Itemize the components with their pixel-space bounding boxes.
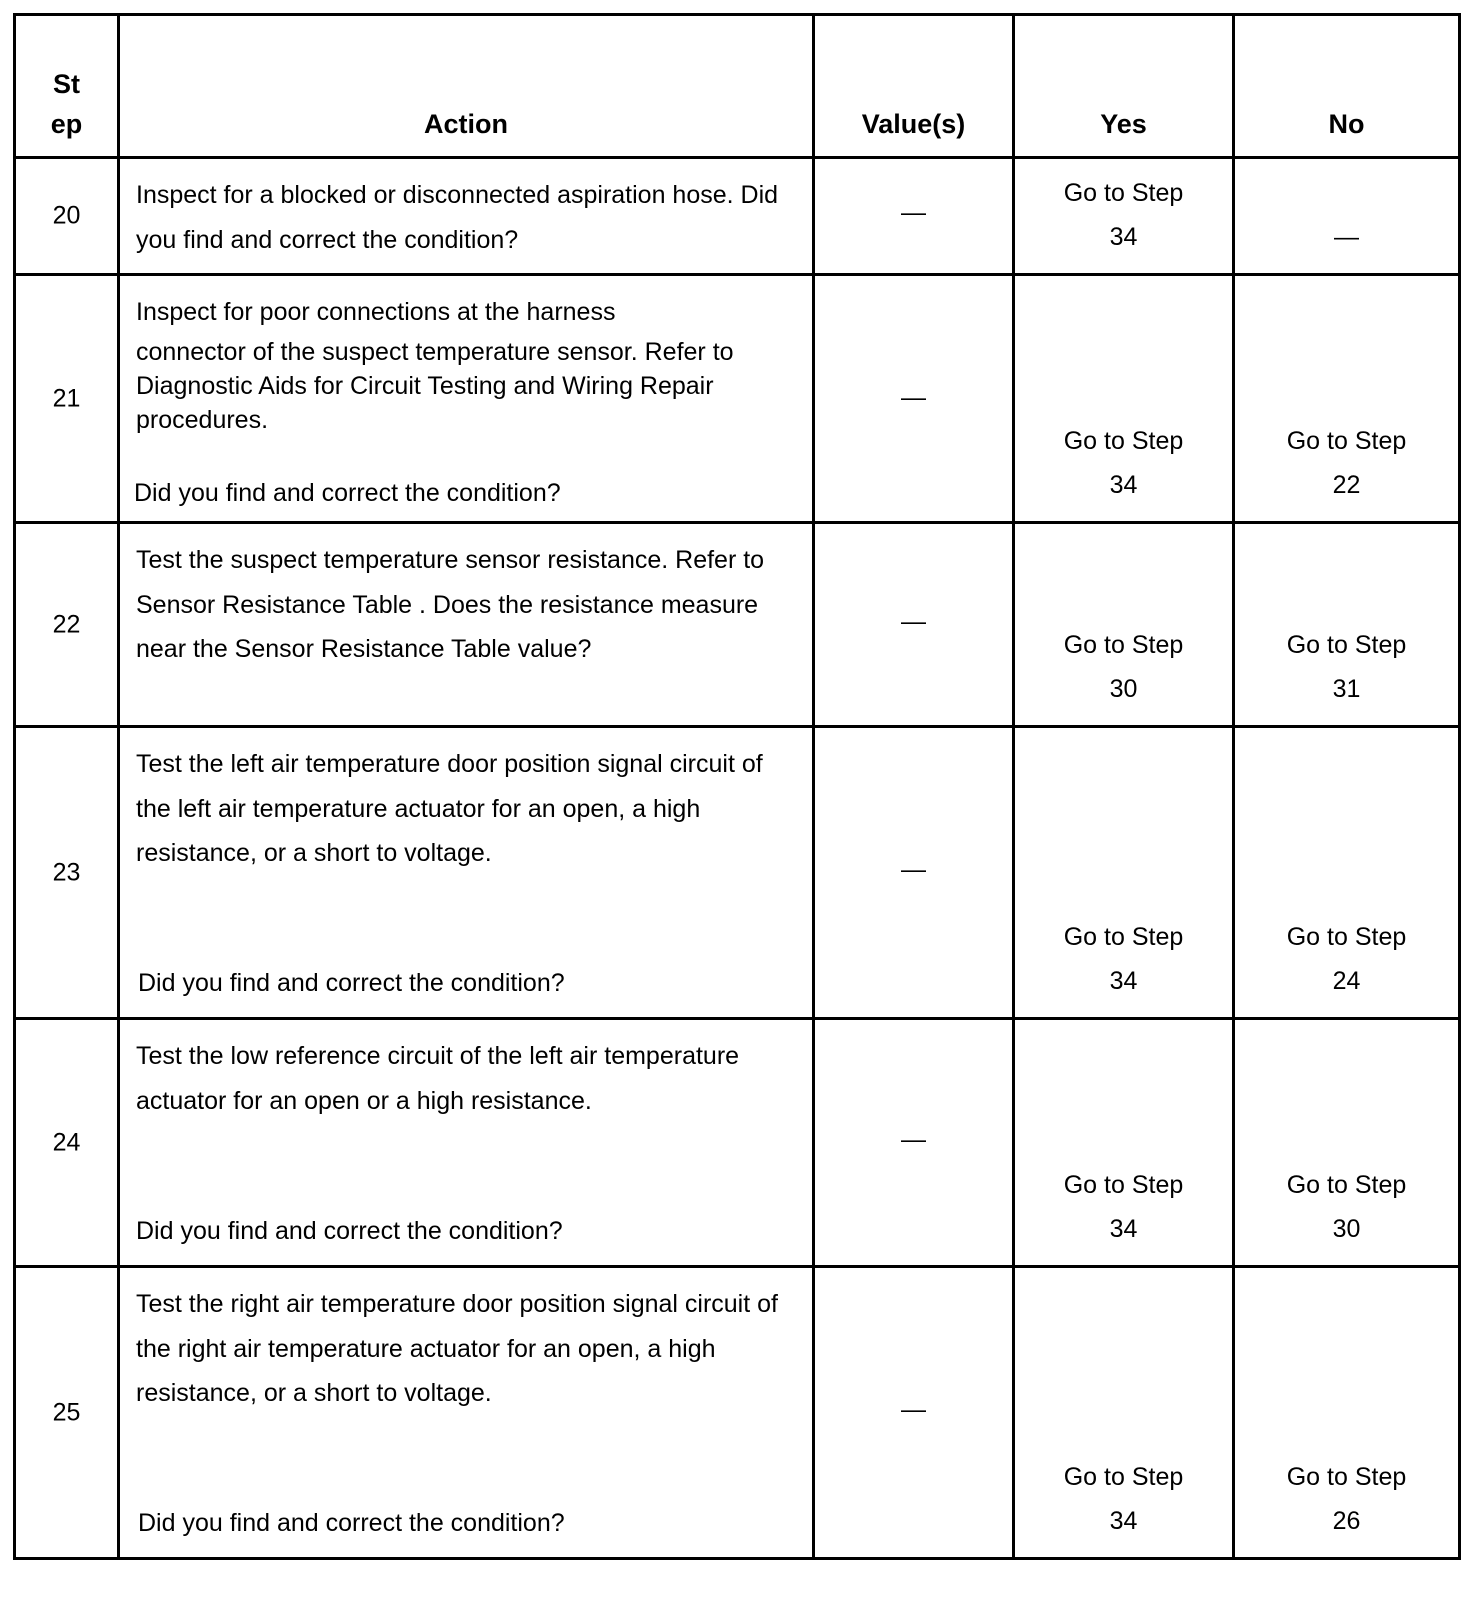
value-text: — — [901, 1125, 926, 1154]
no-cell — [1234, 727, 1460, 1019]
step-number: 22 — [52, 610, 81, 638]
action-cell — [119, 275, 814, 523]
action-text: Test the low reference circuit of the left air temperature actuator for an open or a high resistance. — [136, 1042, 740, 1115]
yes-step: 34 — [1109, 471, 1138, 499]
yes-step: 30 — [1109, 675, 1138, 703]
step-cell — [15, 727, 119, 1019]
header-step-line1: St — [53, 69, 80, 99]
yes-label: Go to Step — [1063, 631, 1184, 659]
value-cell — [814, 523, 1014, 727]
yes-step: 34 — [1109, 223, 1138, 251]
step-cell — [15, 523, 119, 727]
step-number: 25 — [52, 1398, 81, 1426]
yes-label: Go to Step — [1063, 1463, 1184, 1491]
yes-cell — [1014, 275, 1234, 523]
value-cell — [814, 727, 1014, 1019]
action-text: Inspect for a blocked or disconnected aspiration hose. Did you find and correct the condition? — [136, 181, 779, 254]
no-cell — [1234, 158, 1460, 275]
yes-step: 34 — [1109, 1215, 1138, 1243]
yes-cell — [1014, 1267, 1234, 1559]
value-cell — [814, 275, 1014, 523]
action-text: connector of the suspect temperature sensor. Refer to Diagnostic Aids for Circuit Testing and Wiring Repair procedures. — [136, 337, 734, 434]
value-text: — — [901, 198, 926, 227]
action-text: Test the suspect temperature sensor resistance. Refer to Sensor Resistance Table . Does the resistance measure near the Sensor Resistance Table value? — [136, 546, 765, 663]
step-cell — [15, 1267, 119, 1559]
step-number: 23 — [52, 858, 81, 886]
table-row — [15, 1019, 1460, 1267]
yes-label: Go to Step — [1063, 1171, 1184, 1199]
no-cell — [1234, 523, 1460, 727]
step-cell — [15, 275, 119, 523]
yes-label: Go to Step — [1063, 923, 1184, 951]
value-cell — [814, 1267, 1014, 1559]
value-cell — [814, 158, 1014, 275]
yes-cell — [1014, 523, 1234, 727]
step-cell — [15, 158, 119, 275]
action-cell — [119, 523, 814, 727]
table-header-row — [15, 15, 1460, 158]
action-cell — [119, 158, 814, 275]
yes-cell — [1014, 1019, 1234, 1267]
no-cell — [1234, 1267, 1460, 1559]
no-label: Go to Step — [1286, 427, 1407, 455]
no-cell — [1234, 275, 1460, 523]
no-dash: — — [1334, 223, 1359, 251]
header-no: No — [1234, 15, 1460, 158]
yes-step: 34 — [1109, 1507, 1138, 1535]
no-step: 24 — [1332, 967, 1361, 995]
action-text-line1: Inspect for poor connections at the harness — [136, 298, 616, 326]
value-text: — — [901, 383, 926, 412]
header-yes: Yes — [1014, 15, 1234, 158]
no-step: 26 — [1332, 1507, 1361, 1535]
no-label: Go to Step — [1286, 923, 1407, 951]
header-values: Value(s) — [814, 15, 1014, 158]
value-text: — — [901, 1395, 926, 1424]
value-text: — — [901, 855, 926, 884]
action-question: Did you find and correct the condition? — [136, 1217, 563, 1245]
no-step: 31 — [1332, 675, 1361, 703]
header-action: Action — [119, 15, 814, 158]
no-label: Go to Step — [1286, 631, 1407, 659]
table-row — [15, 523, 1460, 727]
action-text: Test the left air temperature door position signal circuit of the left air temperature actuator for an open, a high resistance, or a short to voltage. — [136, 750, 763, 867]
value-text: — — [901, 607, 926, 636]
header-step-line2: ep — [50, 109, 83, 139]
diagnostic-table — [13, 13, 1461, 1560]
step-number: 21 — [52, 384, 81, 412]
yes-cell — [1014, 158, 1234, 275]
action-question: Did you find and correct the condition? — [138, 1509, 565, 1537]
yes-step: 34 — [1109, 967, 1138, 995]
action-question: Did you find and correct the condition? — [138, 969, 565, 997]
no-label: Go to Step — [1286, 1171, 1407, 1199]
yes-label: Go to Step — [1063, 179, 1184, 207]
yes-cell — [1014, 727, 1234, 1019]
step-number: 20 — [52, 201, 81, 230]
no-step: 22 — [1332, 471, 1361, 499]
action-cell — [119, 727, 814, 1019]
table-row — [15, 275, 1460, 523]
no-label: Go to Step — [1286, 1463, 1407, 1491]
step-cell — [15, 1019, 119, 1267]
action-cell — [119, 1267, 814, 1559]
table-row — [15, 1267, 1460, 1559]
value-cell — [814, 1019, 1014, 1267]
no-cell — [1234, 1019, 1460, 1267]
step-number: 24 — [52, 1128, 81, 1156]
table-row — [15, 158, 1460, 275]
table-row — [15, 727, 1460, 1019]
no-step: 30 — [1332, 1215, 1361, 1243]
action-text: Test the right air temperature door position signal circuit of the right air temperature actuator for an open, a high resistance, or a short to voltage. — [136, 1290, 778, 1407]
action-question: Did you find and correct the condition? — [134, 479, 561, 507]
yes-label: Go to Step — [1063, 427, 1184, 455]
action-cell — [119, 1019, 814, 1267]
header-step — [15, 15, 119, 158]
